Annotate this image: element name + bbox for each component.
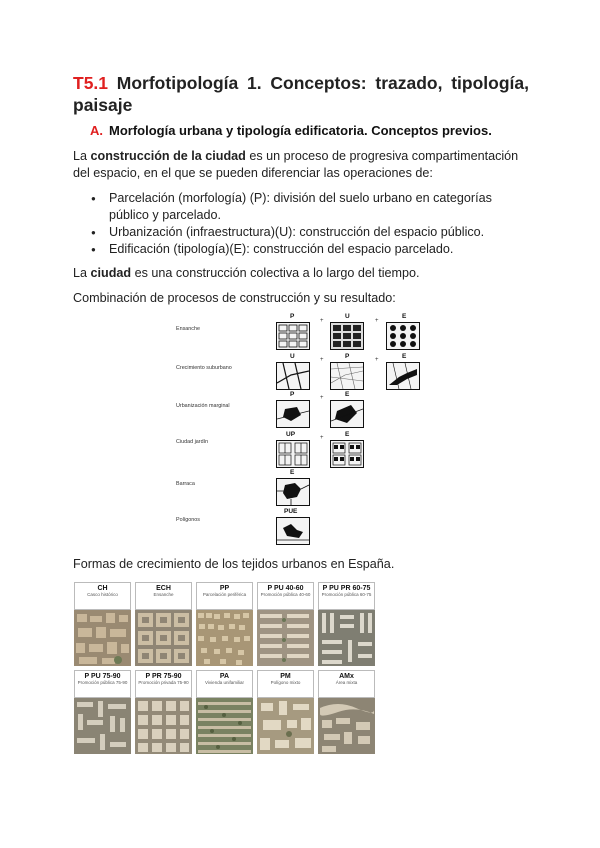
card-code: AMx [339, 673, 354, 680]
aerial-photo [135, 610, 192, 666]
card-code: PM [280, 673, 291, 680]
title-text: Morfotipología 1. Conceptos: trazado, tipología, paisaje [73, 73, 529, 115]
row-label: Ensanche [176, 326, 200, 332]
plus-sign: + [320, 435, 324, 441]
ensanche-p-tile [276, 322, 310, 350]
growth-forms-caption: Formas de crecimiento de los tejidos urbanos en España. [73, 557, 395, 571]
card-code: CH [97, 585, 108, 592]
intro-bold: construcción de la ciudad [90, 149, 246, 163]
card-code: ECH [156, 585, 171, 592]
op-label: UP [286, 431, 296, 438]
row-label: Barraca [176, 481, 195, 487]
op-label: P [345, 353, 350, 360]
fabric-card [257, 670, 314, 754]
intro-pre: La [73, 149, 91, 163]
op-label: E [345, 431, 350, 438]
fabric-card [74, 582, 131, 666]
list-item: ● Urbanización (infraestructura)(U): construcción del espacio público. [73, 224, 529, 241]
plus-sign: + [320, 395, 324, 401]
card-desc: Vivienda unifamiliar [205, 680, 244, 685]
city-post: es una construcción colectiva a lo largo del tiempo. [131, 266, 420, 280]
aerial-photo [257, 610, 314, 666]
fabric-card [196, 582, 253, 666]
card-desc: Ensanche [153, 592, 174, 597]
fabric-card [196, 670, 253, 754]
poligonos-pue-tile [276, 517, 310, 545]
card-desc: Polígono mixto [270, 680, 301, 685]
page-title [73, 72, 529, 116]
card-desc: Promoción pública 40-60 [260, 592, 311, 597]
op-label: U [345, 313, 350, 320]
city-paragraph [73, 265, 529, 282]
row-label: Ciudad jardín [176, 439, 209, 445]
section-a-letter: A. [90, 123, 103, 138]
plus-sign: + [375, 357, 379, 363]
fabric-card [135, 582, 192, 666]
card-desc: Promoción privada 75-90 [138, 680, 189, 685]
suburbano-p-tile [330, 362, 364, 390]
fabric-card [318, 670, 375, 754]
fabric-card [74, 670, 131, 754]
fabric-card [135, 670, 192, 754]
plus-sign: + [320, 357, 324, 363]
aerial-photo [318, 610, 375, 666]
section-a-text: Morfología urbana y tipología edificatoria. Conceptos previos. [109, 123, 492, 138]
suburbano-u-tile [276, 362, 310, 390]
card-desc: Casco histórico [87, 592, 118, 597]
plus-sign: + [320, 318, 324, 324]
op-label: P [290, 391, 295, 398]
plus-sign: + [375, 318, 379, 324]
card-desc: Parcelación periférica [202, 592, 247, 597]
row-label: Crecimiento suburbano [176, 365, 232, 371]
card-code: P PU 75-90 [84, 673, 121, 680]
aerial-photo [196, 698, 253, 754]
aerial-photo [196, 610, 253, 666]
urban-fabric-figure [74, 582, 374, 754]
aerial-photo [135, 698, 192, 754]
ensanche-u-tile [330, 322, 364, 350]
card-desc: Promoción pública 75-90 [77, 680, 128, 685]
process-combination-figure [170, 313, 426, 547]
card-code: P PU 40-60 [267, 585, 304, 592]
aerial-photo [74, 610, 131, 666]
title-number: T5.1 [73, 73, 109, 93]
row-label: Polígonos [176, 517, 200, 523]
list-item: ● Edificación (tipología)(E): construcción del espacio parcelado. [73, 241, 529, 258]
card-code: P PR 75-90 [145, 673, 182, 680]
suburbano-e-tile [386, 362, 420, 390]
op-label: P [290, 313, 295, 320]
aerial-photo [318, 698, 375, 754]
op-label: E [402, 353, 407, 360]
op-label: E [290, 469, 295, 476]
card-desc: Área mixta [335, 680, 358, 685]
operations-list [73, 190, 529, 258]
row-label: Urbanización marginal [176, 403, 230, 409]
intro-paragraph [73, 148, 529, 182]
card-code: PA [219, 673, 230, 680]
list-item: ● Parcelación (morfología) (P): división del suelo urbano en categorías público y parcelado. [73, 190, 529, 224]
card-desc: Promoción pública 60-75 [321, 592, 372, 597]
ensanche-e-tile [386, 322, 420, 350]
combination-caption: Combinación de procesos de construcción y su resultado: [73, 291, 396, 305]
jardin-up-tile [276, 440, 310, 468]
intro-post: es un proceso de progresiva compartimentación del espacio, en el que se pueden diferenciar las operaciones de: [73, 149, 519, 180]
card-code: P PU PR 60-75 [322, 585, 371, 592]
marginal-p-tile [276, 400, 310, 428]
op-label: E [402, 313, 407, 320]
marginal-e-tile [330, 400, 364, 428]
jardin-e-tile [330, 440, 364, 468]
card-code: PP [219, 585, 230, 592]
city-pre: La [73, 266, 91, 280]
fabric-card [318, 582, 375, 666]
op-label: PUE [284, 508, 298, 515]
aerial-photo [257, 698, 314, 754]
op-label: U [290, 353, 295, 360]
aerial-photo [74, 698, 131, 754]
section-a-heading [90, 123, 492, 138]
barraca-e-tile [276, 478, 310, 506]
city-bold: ciudad [90, 266, 132, 280]
op-label: E [345, 391, 350, 398]
fabric-card [257, 582, 314, 666]
